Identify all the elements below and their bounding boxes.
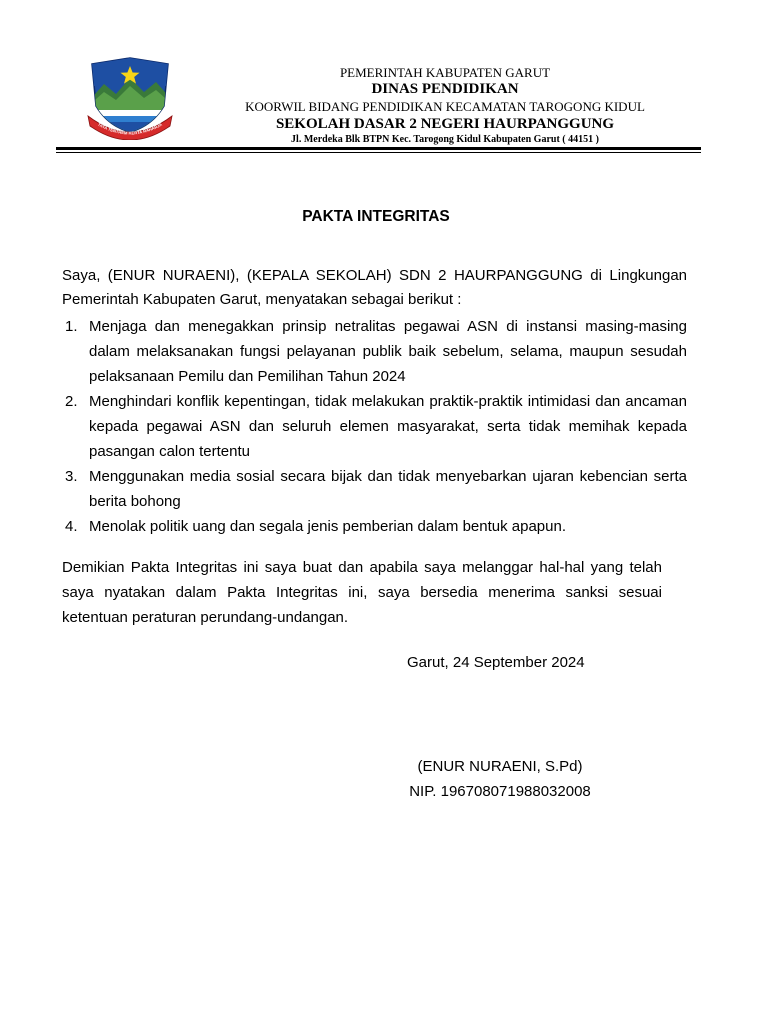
letterhead-address: Jl. Merdeka Blk BTPN Kec. Tarogong Kidul Kabupaten Garut ( 44151 ) — [291, 134, 599, 145]
signer-nip: NIP. 196708071988032008 — [409, 783, 591, 800]
list-item-number: 2. — [65, 393, 78, 410]
intro-paragraph: Saya, (ENUR NURAENI), (KEPALA SEKOLAH) SDN 2 HAURPANGGUNG di Lingkungan Pemerintah Kabupaten Garut, menyatakan sebagai berikut : — [62, 267, 687, 308]
signer-name: (ENUR NURAENI, S.Pd) — [417, 758, 583, 775]
garut-emblem-logo — [86, 56, 174, 140]
list-item — [62, 514, 687, 539]
letterhead-government: PEMERINTAH KABUPATEN GARUT — [339, 65, 551, 80]
signature-block — [405, 754, 595, 804]
list-item — [62, 314, 687, 389]
letterhead-agency: DINAS PENDIDIKAN — [371, 81, 519, 97]
place-date: Garut, 24 September 2024 — [407, 654, 585, 671]
closing-paragraph: Demikian Pakta Integritas ini saya buat dan apabila saya melanggar hal-hal yang telah saya nyatakan dalam Pakta Integritas ini, saya bersedia menerima sanksi sesuai ketentuan peraturan perundang-undangan. — [62, 559, 662, 626]
list-item-number: 1. — [65, 318, 78, 335]
list-item — [62, 389, 687, 464]
document-title: PAKTA INTEGRITAS — [302, 208, 450, 225]
list-item-text: Menolak politik uang dan segala jenis pemberian dalam bentuk apapun. — [89, 518, 566, 535]
list-item-number: 3. — [65, 468, 78, 485]
list-item-text: Menjaga dan menegakkan prinsip netralitas pegawai ASN di instansi masing-masing dalam melaksanakan fungsi pelayanan publik baik sebelum, selama, maupun sesudah pelaksanaan Pemilu dan Pemilihan Tahun 2024 — [89, 318, 687, 385]
list-item-text: Menggunakan media sosial secara bijak dan tidak menyebarkan ujaran kebencian serta berita bohong — [89, 468, 687, 510]
letterhead-rule-thick — [56, 147, 701, 150]
list-item-text: Menghindari konflik kepentingan, tidak melakukan praktik-praktik intimidasi dan ancaman kepada pegawai ASN dan seluruh elemen masyarakat, serta tidak memihak kepada pasangan calon tertentu — [89, 393, 687, 460]
letterhead-rule-thin — [56, 152, 701, 153]
logo-motto-text: TATA TENTREM KERTA RAHARJA — [97, 121, 163, 136]
list-item-number: 4. — [65, 518, 78, 535]
commitment-list — [62, 314, 687, 539]
list-item — [62, 464, 687, 514]
letterhead-school-name: SEKOLAH DASAR 2 NEGERI HAURPANGGUNG — [275, 116, 615, 132]
letterhead-division: KOORWIL BIDANG PENDIDIKAN KECAMATAN TAROGONG KIDUL — [245, 99, 645, 114]
